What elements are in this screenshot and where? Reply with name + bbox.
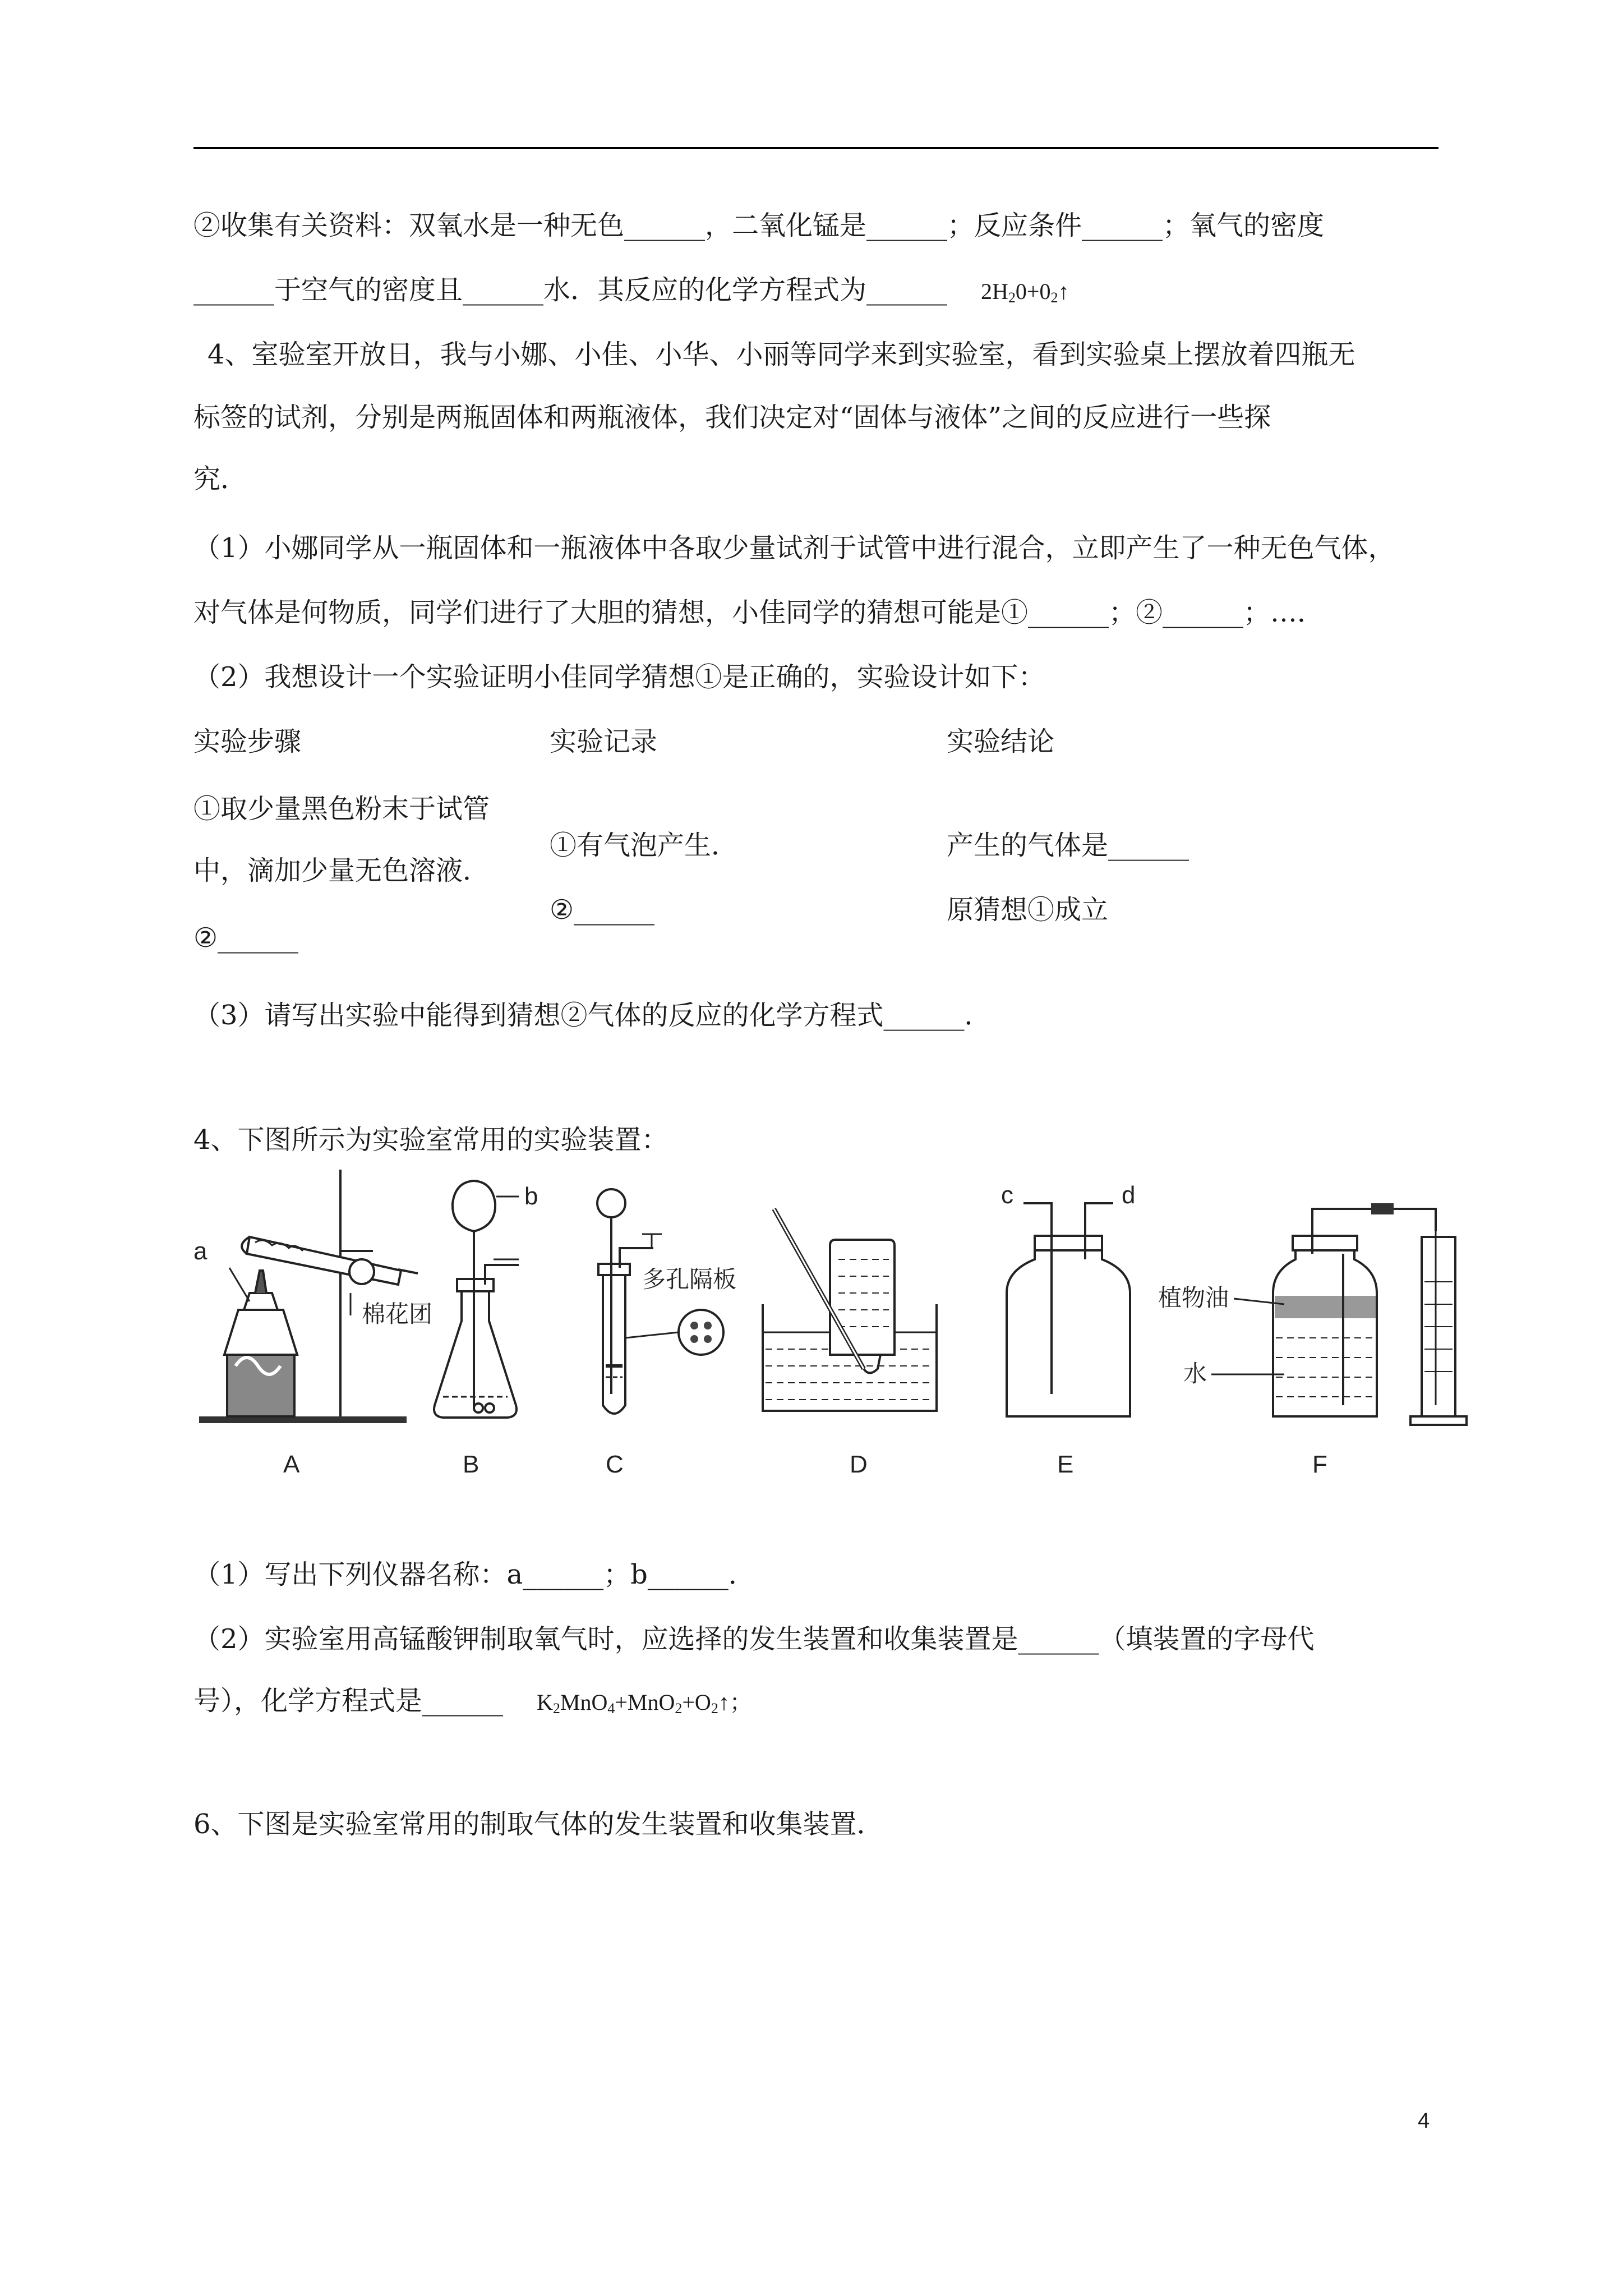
- label-b: b: [524, 1182, 538, 1210]
- table-record-line-2: ②______: [550, 894, 655, 926]
- q3-info-line-1: ②收集有关资料：双氧水是一种无色______，二氧化锰是______；反应条件______；氧气的密度: [193, 210, 1325, 241]
- table-step-line-2: 中，滴加少量无色溶液．: [193, 855, 490, 886]
- apparatus-b: [434, 1181, 538, 1478]
- table-step-line-1: ①取少量黑色粉末于试管: [193, 793, 490, 825]
- q4-part1-line-2: 对气体是何物质，同学们进行了大胆的猜想，小佳同学的猜想可能是①______；②______；…．: [193, 597, 1325, 628]
- apparatus-a: [193, 1170, 432, 1478]
- q3-info-line-2: [193, 272, 1069, 310]
- table-header-step: 实验步骤: [193, 726, 302, 757]
- letter-F: F: [1312, 1451, 1327, 1478]
- q4-part1-line-1: （1）小娜同学从一瓶固体和一瓶液体中各取少量试剂于试管中进行混合，立即产生了一种无色气体，: [193, 532, 1395, 564]
- q4b-part2-line-1: （2）实验室用高锰酸钾制取氧气时，应选择的发生装置和收集装置是______（填装置的字母代: [193, 1623, 1315, 1655]
- letter-E: E: [1057, 1451, 1074, 1478]
- q3-equation: $2H_20+0_2↑$: [981, 279, 1069, 306]
- q4-intro-line-3: 究．: [193, 463, 248, 495]
- q4b-part2-line-2-text: 号），化学方程式是______: [193, 1685, 504, 1717]
- label-vegetable-oil: 植物油: [1158, 1284, 1229, 1312]
- q4b-part1: （1）写出下列仪器名称：a______；b______．: [193, 1559, 755, 1590]
- label-d: d: [1122, 1181, 1136, 1209]
- label-water: 水: [1183, 1360, 1207, 1387]
- apparatus-f: [1158, 1203, 1467, 1478]
- apparatus-c: [597, 1189, 736, 1478]
- page-number: 4: [1418, 2109, 1430, 2133]
- label-cotton: 棉花团: [362, 1300, 433, 1328]
- table-step-line-3: ②______: [193, 922, 299, 954]
- q4b-part2-line-2: [193, 1683, 752, 1720]
- apparatus-e: [1001, 1181, 1135, 1478]
- q4b-equation: $K_2MnO_4+MnO_2+O_2↑$；: [537, 1690, 752, 1717]
- q3-info-line-2-text: ______于空气的密度且______水．其反应的化学方程式为______: [193, 274, 948, 306]
- letter-D: D: [850, 1451, 868, 1478]
- q4-intro-line-2: 标签的试剂，分别是两瓶固体和两瓶液体，我们决定对“固体与液体”之间的反应进行一些探: [193, 402, 1271, 433]
- q4-part3: （3）请写出实验中能得到猜想②气体的反应的化学方程式______．: [193, 1000, 992, 1031]
- label-a: a: [193, 1237, 208, 1265]
- apparatus-d: [763, 1209, 937, 1478]
- q6-title: 6、下图是实验室常用的制取气体的发生装置和收集装置．: [193, 1809, 884, 1840]
- q4-part2: （2）我想设计一个实验证明小佳同学猜想①是正确的，实验设计如下：: [193, 661, 1045, 693]
- table-conclusion-line-2: 原猜想①成立: [947, 894, 1109, 926]
- label-porous-plate: 多孔隔板: [642, 1266, 737, 1293]
- table-header-record: 实验记录: [550, 726, 658, 757]
- label-c: c: [1001, 1181, 1013, 1209]
- apparatus-figure: [193, 1170, 1472, 1484]
- table-header-conclusion: 实验结论: [947, 726, 1055, 757]
- q4-intro-line-1: 4、室验室开放日，我与小娜、小佳、小华、小丽等同学来到实验室，看到实验桌上摆放着四瓶无: [208, 339, 1355, 370]
- letter-A: A: [283, 1451, 300, 1478]
- header-rule: [193, 147, 1438, 149]
- q4b-title: 4、下图所示为实验室常用的实验装置：: [193, 1124, 668, 1156]
- table-record-line-1: ①有气泡产生．: [550, 830, 739, 861]
- letter-B: B: [463, 1451, 479, 1478]
- table-conclusion-line-1: 产生的气体是______: [947, 830, 1189, 861]
- letter-C: C: [606, 1451, 624, 1478]
